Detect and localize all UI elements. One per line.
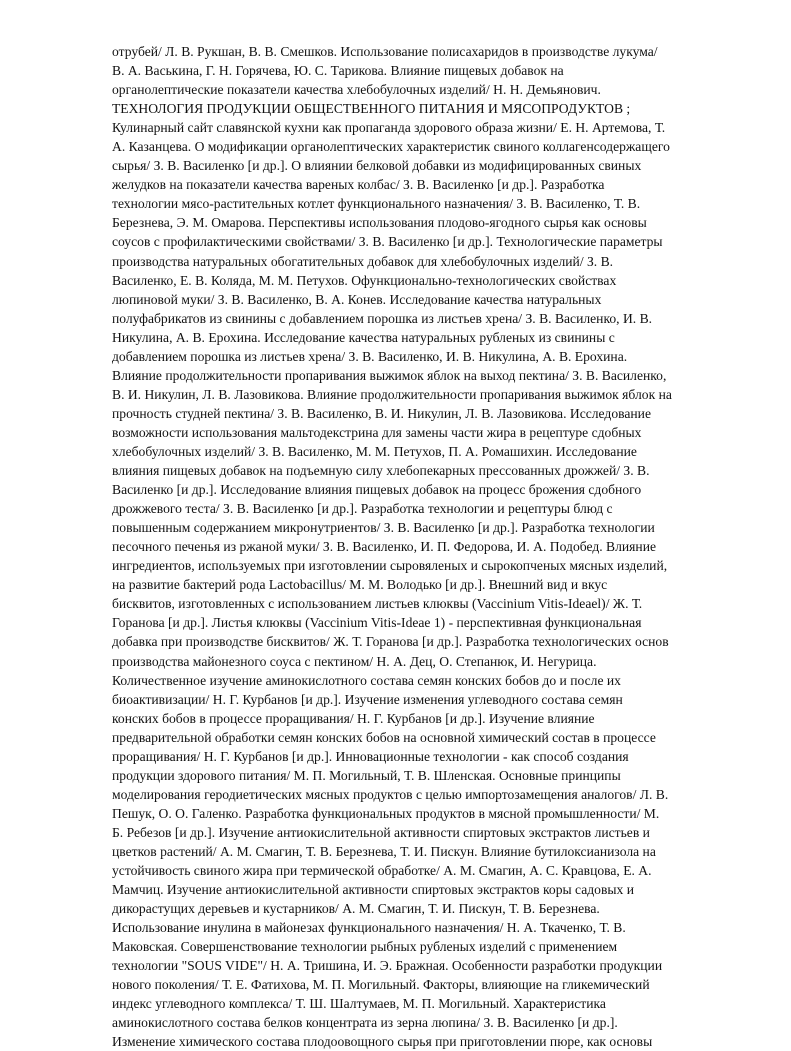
- text-line: технологии мясо-растительных котлет функционального назначения/ З. В. Василенко, Т. В.: [112, 196, 641, 212]
- text-line: проращивания/ Н. Г. Курбанов [и др.]. Инновационные технологии - как способ создания: [112, 748, 629, 764]
- text-line: добавка при производстве бисквитов/ Ж. Т. Горанова [и др.]. Разработка технологических основ: [112, 634, 669, 650]
- text-line: Использование инулина в майонезах функционального назначения/ Н. А. Ткаченко, Т. В.: [112, 920, 626, 936]
- text-line: отрубей/ Л. В. Рукшан, В. В. Смешков. Использование полисахаридов в производстве лукума/: [112, 44, 658, 59]
- text-line: предварительной обработки семян конских бобов на основной химический состав в процессе: [112, 729, 656, 745]
- text-line: Пешук, О. О. Галенко. Разработка функциональных продуктов в мясной промышленности/ М.: [112, 805, 660, 821]
- text-line: влияния пищевых добавок на подъемную силу хлебопекарных прессованных дрожжей/ З. В.: [112, 463, 650, 479]
- text-line: Василенко, Е. В. Коляда, М. М. Петухов. Офункционально-технологических свойствах: [112, 272, 617, 288]
- text-line: Изменение химического состава плодоовощного сырья при приготовлении пюре, как основы: [112, 1034, 653, 1050]
- text-line: Никулина, А. В. Ерохина. Исследование качества натуральных рубленых из свинины с: [112, 329, 615, 345]
- text-line: продукции здорового питания/ М. П. Могильный, Т. В. Шленская. Основные принципы: [112, 767, 621, 783]
- text-line: аминокислотного состава белков концентрата из зерна люпина/ З. В. Василенко [и др.].: [112, 1015, 618, 1031]
- text-line: моделирования геродиетических мясных продуктов с целью импортозамещения аналогов/ Л. В.: [112, 786, 669, 802]
- text-line: производства майонезного соуса с пектином/ Н. А. Дец, О. Степанюк, И. Негурица.: [112, 653, 597, 669]
- text-line: А. Казанцева. О модификации органолептических характеристик свиного коллагенсодержащего: [112, 139, 670, 155]
- document-body: [112, 42, 752, 1051]
- text-line: В. А. Васькина, Г. Н. Горячева, Ю. С. Тарикова. Влияние пищевых добавок на: [112, 63, 564, 79]
- text-line: дикорастущих деревьев и кустарников/ А. М. Смагин, Т. И. Пискун, Т. В. Березнева.: [112, 901, 600, 917]
- text-line: бисквитов, изготовленных с использованием листьев клюквы (Vaccinium Vitis-Ideael)/ Ж. Т.: [112, 596, 643, 612]
- text-line: Кулинарный сайт славянской кухни как пропаганда здорового образа жизни/ Е. Н. Артемова, Т.: [112, 120, 666, 136]
- text-line: повышенным содержанием микронутриентов/ З. В. Василенко [и др.]. Разработка технологии: [112, 520, 655, 536]
- text-line: Б. Ребезов [и др.]. Изучение антиокислительной активности спиртовых экстрактов листьев и: [112, 824, 650, 840]
- text-line: возможности использования мальтодекстрина для замены части жира в рецептуре сдобных: [112, 424, 642, 440]
- text-line: Василенко [и др.]. Исследование влияния пищевых добавок на процесс брожения сдобного: [112, 482, 642, 498]
- text-line: на развитие бактерий рода Lactobacillus/ М. М. Володько [и др.]. Внешний вид и вкус: [112, 577, 608, 593]
- section-heading: ТЕХНОЛОГИЯ ПРОДУКЦИИ ОБЩЕСТВЕННОГО ПИТАНИЯ И МЯСОПРОДУКТОВ ;: [112, 101, 631, 117]
- text-line: Горанова [и др.]. Листья клюквы (Vaccinium Vitis-Ideae 1) - перспективная функциональная: [112, 615, 642, 631]
- text-line: индекс углеводного комплекса/ Т. Ш. Шалтумаев, М. П. Могильный. Характеристика: [112, 996, 606, 1012]
- text-line: производства натуральных обогатительных добавок для хлебобулочных изделий/ З. В.: [112, 253, 614, 269]
- text-line: биоактивизации/ Н. Г. Курбанов [и др.]. Изучение изменения углеводного состава семян: [112, 691, 623, 707]
- text-line: добавлением порошка из листьев хрена/ З. В. Василенко, И. В. Никулина, А. В. Ерохина.: [112, 348, 628, 364]
- text-line: полуфабрикатов из свинины с добавлением порошка из листьев хрена/ З. В. Василенко, И. В.: [112, 310, 653, 326]
- text-line: нового поколения/ Т. Е. Фатихова, М. П. Могильный. Факторы, влияющие на гликемический: [112, 977, 650, 993]
- text-line: хлебобулочных изделий/ З. В. Василенко, М. М. Петухов, П. А. Ромашихин. Исследование: [112, 443, 637, 459]
- text-line: цветков растений/ А. М. Смагин, Т. В. Березнева, Т. И. Пискун. Влияние бутилоксианизола на: [112, 843, 656, 859]
- text-line: соусов с профилактическими свойствами/ З. В. Василенко [и др.]. Технологические параметры: [112, 234, 663, 250]
- text-line: устойчивость свиного жира при термической обработке/ А. М. Смагин, А. С. Кравцова, Е. А.: [112, 863, 652, 879]
- text-line: Маковская. Совершенствование технологии рыбных рубленых изделий с применением: [112, 939, 618, 955]
- text-line: Мамчиц. Изучение антиокислительной активности спиртовых экстрактов коры садовых и: [112, 882, 634, 898]
- text-line: органолептические показатели качества хлебобулочных изделий/ Н. Н. Демьянович.: [112, 82, 601, 98]
- text-line: В. И. Никулин, Л. В. Лазовикова. Влияние продолжительности пропаривания выжимок яблок на: [112, 386, 672, 402]
- text-line: сырья/ З. В. Василенко [и др.]. О влиянии белковой добавки из модифицированных свиных: [112, 158, 642, 174]
- text-line: прочность студней пектина/ З. В. Василенко, В. И. Никулин, Л. В. Лазовикова. Исследование: [112, 405, 651, 421]
- text-line: Влияние продолжительности пропаривания выжимок яблок на выход пектина/ З. В. Василенко,: [112, 367, 667, 383]
- text-line: технологии "SOUS VIDE"/ Н. А. Тришина, И. Э. Бражная. Особенности разработки продукции: [112, 958, 663, 974]
- text-line: люпиновой муки/ З. В. Василенко, В. А. Конев. Исследование качества натуральных: [112, 291, 602, 307]
- text-line: Березнева, Э. М. Омарова. Перспективы использования плодово-ягодного сырья как основы: [112, 215, 647, 231]
- text-line: желудков на показатели качества вареных колбас/ З. В. Василенко [и др.]. Разработка: [112, 177, 605, 193]
- text-line: песочного печенья из ржаной муки/ З. В. Василенко, И. П. Федорова, И. А. Подобед. Влияние: [112, 539, 657, 555]
- text-line: Количественное изучение аминокислотного состава семян конских бобов до и после их: [112, 672, 621, 688]
- text-line: ингредиентов, используемых при изготовлении сыровяленых и сырокопченых мясных изделий,: [112, 558, 668, 574]
- text-line: конских бобов в процессе проращивания/ Н. Г. Курбанов [и др.]. Изучение влияние: [112, 710, 595, 726]
- text-line: дрожжевого теста/ З. В. Василенко [и др.]. Разработка технологии и рецептуры блюд с: [112, 501, 613, 517]
